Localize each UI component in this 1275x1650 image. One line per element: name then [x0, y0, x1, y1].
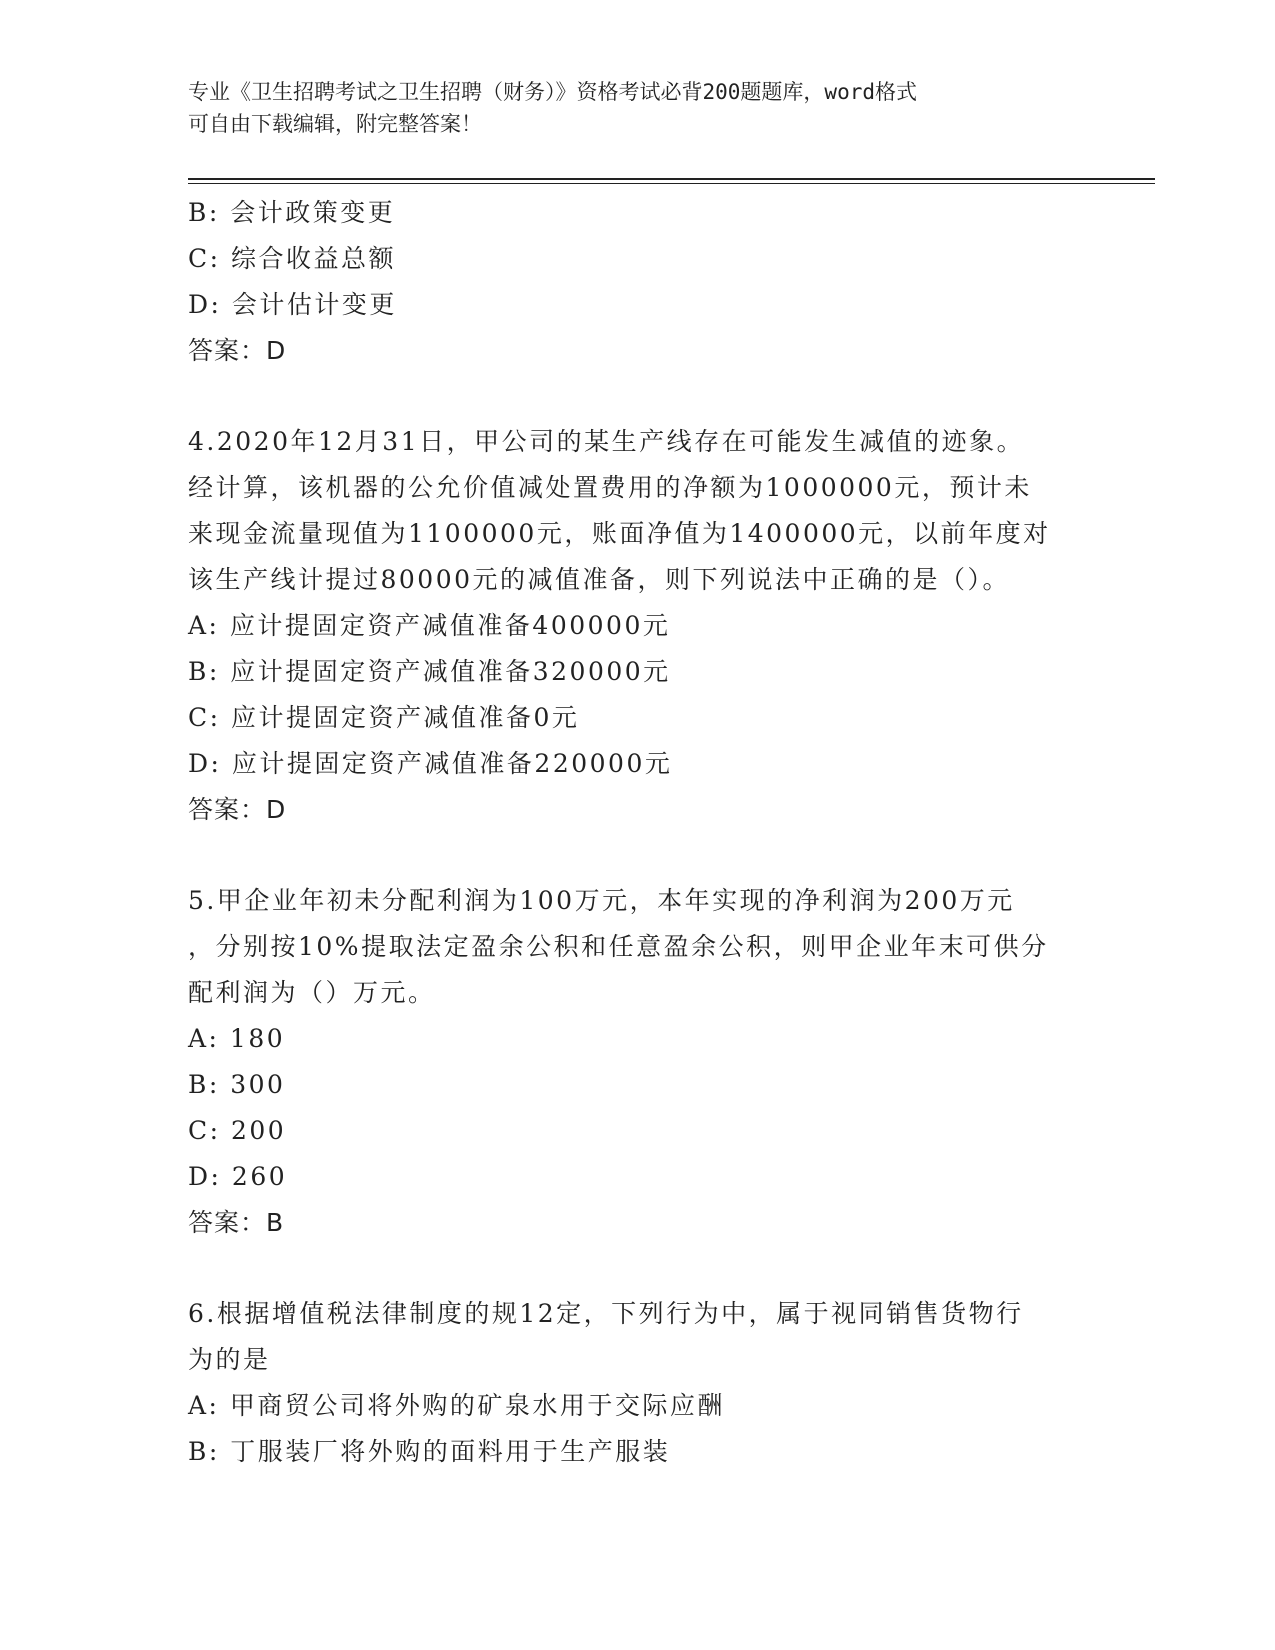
question-stem-line: 4.2020年12月31日，甲公司的某生产线存在可能发生减值的迹象。: [188, 427, 1025, 456]
option-b: B: 300: [188, 1070, 286, 1099]
header-title-line-1: 专业《卫生招聘考试之卫生招聘（财务）》资格考试必背200题题库，word格式: [188, 80, 917, 104]
question-stem-line: 配利润为（）万元。: [188, 978, 436, 1007]
header-title-line-2: 可自由下载编辑，附完整答案！: [188, 112, 482, 136]
question-content: [188, 190, 1088, 1475]
option-c: C: 综合收益总额: [188, 244, 396, 273]
answer: 答案：D: [188, 795, 287, 824]
question-5: [188, 878, 1088, 1246]
header-rule-thick: [188, 178, 1155, 180]
question-4: [188, 419, 1088, 833]
question-stem-line: 为的是: [188, 1345, 271, 1374]
question-stem-line: 来现金流量现值为1100000元，账面净值为1400000元，以前年度对: [188, 519, 1051, 548]
option-c: C: 应计提固定资产减值准备0元: [188, 703, 580, 732]
option-a: A: 180: [188, 1024, 286, 1053]
question-stem-line: 6.根据增值税法律制度的规12定，下列行为中，属于视同销售货物行: [188, 1299, 1024, 1328]
option-b: B: 丁服装厂将外购的面料用于生产服装: [188, 1437, 671, 1466]
question-stem-line: 5.甲企业年初未分配利润为100万元，本年实现的净利润为200万元: [188, 886, 1015, 915]
option-b: B: 应计提固定资产减值准备320000元: [188, 657, 671, 686]
header-rule-thin: [188, 183, 1155, 184]
question-stem-line: ，分别按10%提取法定盈余公积和任意盈余公积，则甲企业年末可供分: [188, 932, 1049, 961]
option-a: A: 甲商贸公司将外购的矿泉水用于交际应酬: [188, 1391, 725, 1420]
question-3: [188, 190, 1088, 374]
option-d: D: 会计估计变更: [188, 290, 397, 319]
question-stem-line: 经计算，该机器的公允价值减处置费用的净额为1000000元，预计未: [188, 473, 1032, 502]
answer: 答案：B: [188, 1208, 285, 1237]
question-6: [188, 1291, 1088, 1475]
answer: 答案：D: [188, 336, 287, 365]
question-stem-line: 该生产线计提过80000元的减值准备，则下列说法中正确的是（）。: [188, 565, 1011, 594]
option-a: A: 应计提固定资产减值准备400000元: [188, 611, 671, 640]
option-c: C: 200: [188, 1116, 287, 1145]
option-d: D: 260: [188, 1162, 288, 1191]
option-b: B: 会计政策变更: [188, 198, 396, 227]
document-header: [188, 76, 1088, 140]
option-d: D: 应计提固定资产减值准备220000元: [188, 749, 673, 778]
